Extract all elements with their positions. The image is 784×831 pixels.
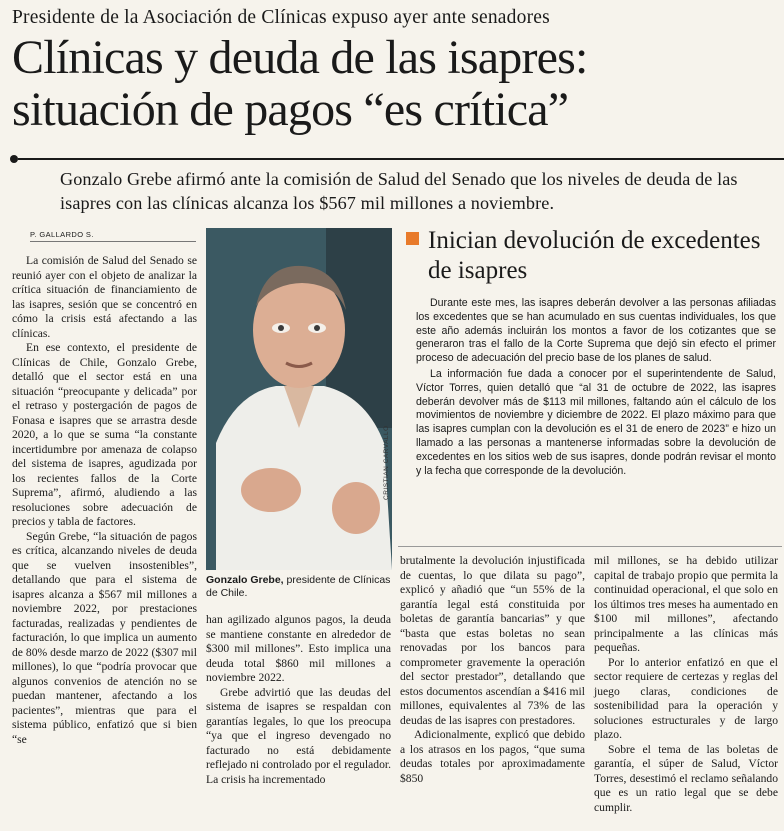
sidebar-rule <box>398 546 782 547</box>
paragraph: Durante este mes, las isapres deberán devolver a las personas afiliadas los excedentes que se han acumulado en sus cuentas individuales, los que este año además incluirán los montos a favor de los cotizantes que se generaron tras el fallo de la Corte Suprema que dejó sin efecto el primer proceso de adecuación del precio base de los planes de salud. <box>416 297 776 365</box>
kicker: Presidente de la Asociación de Clínicas expuso ayer ante senadores <box>12 7 550 28</box>
headline-rule-dot <box>10 155 18 163</box>
body-column-2 <box>206 613 391 787</box>
headline-line-1: Clínicas y deuda de las isapres: <box>12 31 588 84</box>
paragraph: En ese contexto, el presidente de Clínicas de Chile, Gonzalo Grebe, detalló que el sector está en una situación “preocupante y delicada” por el retraso y postergación de pagos de Fonasa e isapres que se arrastra desde 2020, a lo que se suma “la constante incertidumbre por amenaza de colapso del sistema de isapres, agudizada por los recientes fallos de la Corte Suprema”, afirmó, aludiendo a las resoluciones sobre adecuación de precios y tabla de factores. <box>12 341 197 528</box>
body-column-3 <box>400 554 585 786</box>
photo-credit: CRISTIAN CARVALLO <box>383 425 390 500</box>
portrait-illustration <box>206 228 392 570</box>
headline-rule <box>18 158 784 160</box>
paragraph: Grebe advirtió que las deudas del sistema de isapres se respaldan con garantías legales, lo que los preocupa “ya que el ingreso devengado no facturado no está debidamente reflejado ni controlado por el regulador. La crisis ha incrementado <box>206 685 391 786</box>
sidebar-body <box>416 297 776 478</box>
sidebar-square-icon <box>406 232 419 245</box>
paragraph: brutalmente la devolución injustificada de cuentas, lo que dilata su pago”, explicó y añadió que “un 55% de la garantía legal está constituida por boletas de garantía bancarias” y que “basta que estas boletas no sean renovadas por los bancos para comprometer gravemente la operación del sector prestador”, detallando que estos documentos ascendían a $416 mil millones, equivalentes al 73% de las deudas de las isapres con prestadores. <box>400 554 585 727</box>
headline-line-2: situación de pagos “es crítica” <box>12 83 569 136</box>
paragraph: Sobre el tema de las boletas de garantía, el súper de Salud, Víctor Torres, desestimó el reclamo señalando que es un ratio legal que se debe cumplir. <box>594 742 778 814</box>
paragraph: Adicionalmente, explicó que debido a los atrasos en los pagos, “que suma deudas totales por aproximadamente $850 <box>400 728 585 785</box>
byline: P. GALLARDO S. <box>30 230 94 239</box>
byline-rule <box>30 241 196 242</box>
caption-name: Gonzalo Grebe, <box>206 574 284 586</box>
paragraph: mil millones, se ha debido utilizar capital de trabajo propio que permita la continuidad operacional, el que solo en los últimos tres meses ha aumentado en $100 mil millones”, afectando principalmente a las clínicas más pequeñas. <box>594 554 778 654</box>
body-column-4 <box>594 554 778 815</box>
paragraph: Según Grebe, “la situación de pagos es crítica, alcanzando niveles de deuda que se vuelven insostenibles”, detallando que para el sistema de isapres alcanza a $567 mil millones a noviembre 2022, por prestaciones facturadas, realizadas y pendientes de facturación, lo que implica un aumento de 80% desde marzo de 2022 ($307 mil millones), lo que “podría provocar que algunos convenios de atención no se puedan mantener, afectando a los pacientes”, mientras que para el sistema público, enfatizó que si bien “se <box>12 529 197 746</box>
paragraph: La información fue dada a conocer por el superintendente de Salud, Víctor Torres, quien detalló que “al 31 de octubre de 2022, las isapres deberán devolver más de $113 mil millones, faltando aún el cálculo de los movimientos de noviembre y diciembre de 2022. El plazo máximo para que las isapres cumplan con la devolución es el 31 de enero de 2023” e hizo un llamado a las personas a mantenerse informadas sobre la devolución de excedentes en los sitios web de sus isapres, donde podrán revisar el monto y la fecha que corresponde de la devolución. <box>416 367 776 477</box>
photo-caption <box>206 574 392 600</box>
caption-text: presidente de Clínicas de Chile. <box>206 574 391 599</box>
headline <box>12 32 784 136</box>
sidebar-title: Inician devolución de excedentes de isapres <box>428 227 761 284</box>
lede: Gonzalo Grebe afirmó ante la comisión de Salud del Senado que los niveles de deuda de las isapres con las clínicas alcanza los $567 mil millones a noviembre. <box>60 169 738 213</box>
body-column-1 <box>12 254 197 747</box>
portrait-photo <box>206 228 392 570</box>
paragraph: Por lo anterior enfatizó en que el sector requiere de certezas y reglas del juego claras, condiciones de sostenibilidad para la operación y soluciones estructurales y de largo plazo. <box>594 655 778 741</box>
paragraph: han agilizado algunos pagos, la deuda se mantiene constante en alrededor de $300 mil millones”. Esto implica una deuda total $860 mil millones a noviembre 2022. <box>206 613 391 684</box>
paragraph: La comisión de Salud del Senado se reunió ayer con el objeto de analizar la crítica situación de financiamiento de las isapres, sesión que se concentró en cómo la crisis está afectando a las clínicas. <box>12 254 197 340</box>
